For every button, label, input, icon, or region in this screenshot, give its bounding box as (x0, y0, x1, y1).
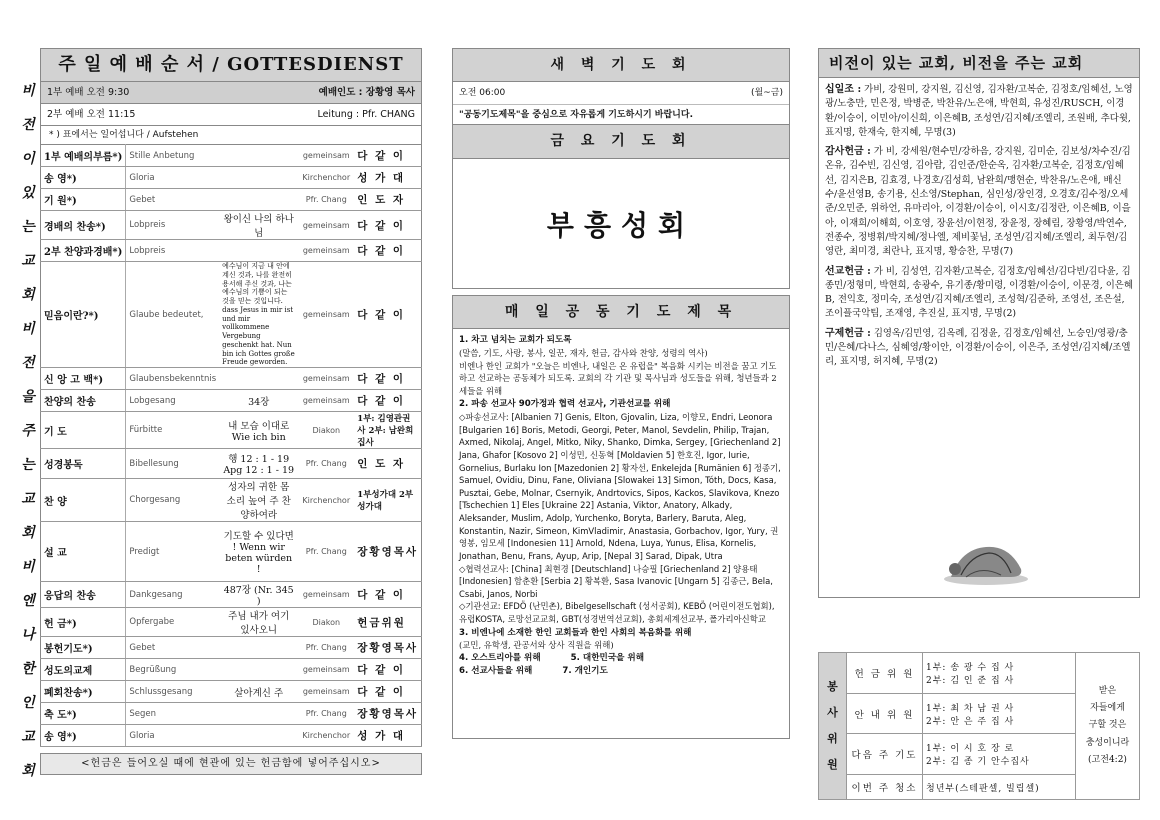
prayer-column (452, 48, 790, 739)
order-ko: 설 교 (41, 522, 126, 582)
order-person: 인 도 자 (354, 189, 421, 211)
side-char: 이 (21, 151, 35, 167)
order-leader: Diakon (298, 412, 354, 449)
order-leader: gemeinsam (298, 390, 354, 412)
offering-notice: <헌금은 들어오실 때에 현관에 있는 헌금함에 넣어주십시오> (40, 753, 422, 775)
order-content (219, 167, 298, 189)
order-row (41, 681, 422, 703)
order-de: Chorgesang (126, 479, 219, 522)
worship-order-column (40, 48, 422, 775)
order-row (41, 412, 422, 449)
order-row (41, 725, 422, 747)
order-content: 34장 (219, 390, 298, 412)
order-ko: 축 도*) (41, 703, 126, 725)
order-person: 성 가 대 (354, 725, 421, 747)
order-row (41, 659, 422, 681)
side-vertical-motto (18, 80, 38, 780)
praying-figure-illustration (931, 529, 1041, 589)
order-person: 다 같 이 (354, 390, 421, 412)
order-de: Segen (126, 703, 219, 725)
order-de: Dankgesang (126, 582, 219, 608)
order-leader: Pfr. Chang (298, 637, 354, 659)
order-ko: 성경봉독 (41, 449, 126, 479)
order-content: 행 12 : 1 - 19 Apg 12 : 1 - 19 (219, 449, 298, 479)
order-de: Begrüßung (126, 659, 219, 681)
side-char: 나 (21, 627, 35, 643)
order-de: Gebet (126, 189, 219, 211)
dawn-time: 오전 06:00 (459, 88, 506, 98)
vision-title: 비전이 있는 교회, 비전을 주는 교회 (818, 48, 1140, 78)
order-content: 예수님이 지금 내 안에 계신 것과, 나를 완전히 용서해 주신 것과, 나는 예수님의 기쁨이 되는 것을 믿는 것입니다. dass Jesus in mir ist und mir vollkommene Vergebung geschenkt hat. Nun bin ich Gottes große Freude geworden. (219, 262, 298, 368)
order-row (41, 390, 422, 412)
serve-role: 이번 주 청소 (847, 775, 923, 800)
order-de: Gloria (126, 725, 219, 747)
order-leader: gemeinsam (298, 262, 354, 368)
order-ko: 헌 금*) (41, 608, 126, 637)
order-person: 1부성가대 2부성가대 (354, 479, 421, 522)
order-person: 다 같 이 (354, 659, 421, 681)
side-char: 비 (21, 83, 35, 99)
order-content (219, 368, 298, 390)
order-leader: gemeinsam (298, 240, 354, 262)
order-person: 다 같 이 (354, 681, 421, 703)
side-char: 비 (21, 321, 35, 337)
side-char: 전 (21, 117, 35, 133)
order-ko: 기 도 (41, 412, 126, 449)
side-char: 교 (21, 729, 35, 745)
side-char: 한 (21, 661, 35, 677)
order-leader: Pfr. Chang (298, 703, 354, 725)
order-person: 장황영목사 (354, 522, 421, 582)
order-row (41, 479, 422, 522)
order-content: 성자의 귀한 몸 소리 높여 주 찬양하여라 (219, 479, 298, 522)
side-char: 는 (21, 219, 35, 235)
order-person: 장황영목사 (354, 703, 421, 725)
prayer-list: 1. 차고 넘치는 교회가 되도록 (말씀, 기도, 사랑, 봉사, 일꾼, 재자, 헌금, 감사와 찬양, 성령의 역사) 비엔나 한인 교회가 "오늘은 비엔나, 내일은 온 유럽을" 복음화 시키는 비전을 꿈고 기도하고 선교하는 공동체가 되도록. 교회의 각 기관 및 목사님과 성도들을 위해, 청년들과 2세들을 위해 2. 파송 선교사 90가정과 협력 선교사, 기관선교를 위해 ◇파송선교사: [Albanien 7] Genis, Elton, Gjovalin, Liza, 이향모, Endri, Leonora [Bulgarien 16] Boris, Metodi, Georgi, Peter, Manol, Sevdelin, Philip, Trajan, Axmed, Nikolaj, Angel, Mitko, Niky, Shanko, Dimka, Sergey, [Griechenland 2] Jana, Ghafor [Kosovo 2] 이성민, 신동혁 [Moldavien 5] 한호진, Igor, Iurie, Gornelius, Burlaku Ion [Mazedonien 2] 황자선, Enkelejda [Rumänien 6] 정종기, Samuel, Ovidiu, Dinu, Fane, Oliviana [Slowakei 13] Simon, Tóth, Docs, Kasa, Pusztai, Gebe, Molnar, Csernyik, Andrtovics, Sipos, Kackos, Slavikova, Knezo [Tschechien 1] Eles [Ukraine 22] Astania, Viktor, Anatory, Alkady, Aleksander, Muslim, Adolp, Yurchenko, Boryta, Barlery, Baruta, Aleg, Konstantin, Nazir, Simeon, KimVladimir, Anastasia, Gorbachov, Igor, Yury, 권영봉, 임모세 [Indonesien 11] Arnold, Ndena, Luya, Yunus, Elisa, Kornelis, Jonathan, Benu, Frans, Ayup, Arip, [Nepal 3] Sarad, Dipak, Utra ◇협력선교사: [China] 최현경 [Deutschland] 나승필 [Griechenland 2] 양용태 [Indonesien] 함춘환 [Serbia 2] 황복환, Sasa Ivanovic [Ungarn 5] 김종근, Bela, Csabi, Janos, Norbi ◇기관선교: EFDÖ (난민촌), Bibelgesellschaft (성서공회), KEBÖ (어린이전도협회), 유럽KOSTA, 로망선교교회, GBT(성경번역선교회), 총회세계선교부, 폴가리아신학교 3. 비엔나에 소재한 한인 교회들과 한인 사회의 복음화를 위해 (교민, 유학생, 관공서와 상사 직원을 위해) 4. 오스트리아를 위해 5. 대한민국을 위해 6. 선교사들을 위해 7. 개인기도 (452, 329, 790, 739)
dawn-box (452, 82, 790, 125)
offering-lists: 십일조 : 가비, 강원미, 강지원, 김신영, 김자환/고복순, 김정호/임혜선, 노영광/노충만, 민은정, 박병준, 박찬유/노은애, 박현희, 유성진/RUSCH, 이경환/이승이, 이민아/이신희, 이은혜B, 조성연/김지혜/조엘리, 조원배, 추다윗, 표지명, 한재숙, 한지혜, 무명(3) 감사헌금 : 가 비, 강세원/현수민/강하음, 강지원, 김미순, 김보성/차수진/김온유, 김수빈, 김신영, 김아람, 김인준/한순옥, 김자환/고복순, 김정호/임혜선, 김지은B, 김효경, 나경호/김성희, 남완희/맹현순, 박찬유/노은애, 배신수/윤선영B, 송기용, 신소영/Stephan, 심인성/장인경, 오경호/김수정/오세준/오민준, 위하언, 유마리아, 이경환/이승이, 이시호/김정란, 이은혜B, 이을아, 이재희/이해희, 이호영, 장윤선/이현정, 장윤정, 장혜림, 장황영/박연수, 전종수, 정병휘/박지혜/정나엘, 제비꽃님, 조성연/김지혜/조엘리, 최두현/김영란, 최미경, 최란나, 표지명, 황승찬, 무명(7) 선교헌금 : 가 비, 김성연, 김자환/고복순, 김정호/임혜선/김다빈/김다윤, 김종민/정형미, 박현희, 송광수, 유기종/황미령, 이경환/이승이, 이문경, 이은혜B, 전익호, 정미숙, 조성연/김지혜/조엘리, 조성혁/김준하, 조영선, 조은설, 조이플국악팀, 조재영, 추진실, 표지명, 무명(2) 구제헌금 : 김영옥/김민영, 김옥례, 김정윤, 김정호/임혜선, 노승인/영광/충민/은혜/다나스, 심혜영/황이안, 이경환/이승이, 이은주, 조성연/김지혜/조엘리, 표지명, 허지혜, 무명(2) (818, 78, 1140, 598)
side-char: 엔 (21, 593, 35, 609)
order-row (41, 637, 422, 659)
service-1: 1부 예배 오전 9:30 예배인도 : 장황영 목사 (40, 82, 422, 104)
order-leader: gemeinsam (298, 145, 354, 167)
order-content (219, 240, 298, 262)
order-de: Glaube bedeutet, (126, 262, 219, 368)
serve-people: 청년부(스테판셀, 빌립셀) (923, 775, 1076, 800)
order-de: Glaubensbekenntnis (126, 368, 219, 390)
order-content (219, 703, 298, 725)
order-ko: 경배의 찬송*) (41, 211, 126, 240)
order-de: Gloria (126, 167, 219, 189)
order-person: 다 같 이 (354, 262, 421, 368)
order-content: 487장 (Nr. 345 ) (219, 582, 298, 608)
side-char: 교 (21, 491, 35, 507)
order-ko: 신 앙 고 백*) (41, 368, 126, 390)
order-ko: 응답의 찬송 (41, 582, 126, 608)
serve-role: 다음 주 기도 (847, 734, 923, 775)
side-char: 전 (21, 355, 35, 371)
serve-role: 헌 금 위 원 (847, 653, 923, 694)
order-person: 다 같 이 (354, 582, 421, 608)
order-ko: 송 영*) (41, 167, 126, 189)
side-char: 인 (21, 695, 35, 711)
order-leader: Kirchenchor (298, 167, 354, 189)
serve-verse: 받은 자들에게 구할 것은 충성이니라 (고전4:2) (1076, 653, 1140, 800)
order-row (41, 582, 422, 608)
order-content (219, 189, 298, 211)
order-de: Lobpreis (126, 211, 219, 240)
order-content (219, 637, 298, 659)
order-ko: 1부 예배의부름*) (41, 145, 126, 167)
order-row (41, 240, 422, 262)
dawn-note: "공동기도제목"을 중심으로 자유롭게 기도하시기 바랍니다. (453, 104, 789, 124)
order-person: 성 가 대 (354, 167, 421, 189)
order-leader: gemeinsam (298, 659, 354, 681)
order-leader: Pfr. Chang (298, 189, 354, 211)
daily-title: 매 일 공 동 기 도 제 목 (452, 295, 790, 329)
order-row (41, 368, 422, 390)
order-de: Fürbitte (126, 412, 219, 449)
order-ko: 성도의교제 (41, 659, 126, 681)
side-char: 회 (21, 287, 35, 303)
order-content (219, 145, 298, 167)
servants-table (818, 652, 1140, 800)
serve-role: 안 내 위 원 (847, 693, 923, 734)
dawn-days: (월~금) (751, 88, 783, 98)
dawn-title: 새 벽 기 도 회 (452, 48, 790, 82)
revival-text: 부흥성회 (452, 159, 790, 289)
order-ko: 찬양의 찬송 (41, 390, 126, 412)
order-person: 다 같 이 (354, 211, 421, 240)
serve-people: 1부: 송 광 수 집 사 2부: 김 인 준 집 사 (923, 653, 1076, 694)
order-content: 내 모습 이대로 Wie ich bin (219, 412, 298, 449)
order-row (41, 522, 422, 582)
order-ko: 폐회찬송*) (41, 681, 126, 703)
order-person: 인 도 자 (354, 449, 421, 479)
order-leader: gemeinsam (298, 368, 354, 390)
side-char: 을 (21, 389, 35, 405)
order-content: 왕이신 나의 하나님 (219, 211, 298, 240)
order-content: 주님 내가 여기 있사오니 (219, 608, 298, 637)
order-leader: Pfr. Chang (298, 522, 354, 582)
worship-title: 주 일 예 배 순 서 / GOTTESDIENST (40, 48, 422, 82)
order-de: Schlussgesang (126, 681, 219, 703)
order-leader: gemeinsam (298, 582, 354, 608)
order-person: 장황영목사 (354, 637, 421, 659)
order-table (40, 144, 422, 747)
serve-people: 1부: 최 차 남 권 사 2부: 안 은 주 집 사 (923, 693, 1076, 734)
order-leader: gemeinsam (298, 681, 354, 703)
friday-title: 금 요 기 도 회 (452, 125, 790, 159)
order-leader: Kirchenchor (298, 725, 354, 747)
order-person: 다 같 이 (354, 240, 421, 262)
order-ko: 찬 양 (41, 479, 126, 522)
serve-row (819, 653, 1140, 694)
offering-column (818, 48, 1140, 598)
order-person: 다 같 이 (354, 145, 421, 167)
order-content (219, 725, 298, 747)
side-char: 교 (21, 253, 35, 269)
order-row (41, 262, 422, 368)
order-de: Lobgesang (126, 390, 219, 412)
order-de: Lobpreis (126, 240, 219, 262)
side-char: 주 (21, 423, 35, 439)
order-row (41, 608, 422, 637)
side-char: 있 (21, 185, 35, 201)
order-de: Gebet (126, 637, 219, 659)
order-leader: gemeinsam (298, 211, 354, 240)
order-row (41, 449, 422, 479)
order-leader: Diakon (298, 608, 354, 637)
order-ko: 기 원*) (41, 189, 126, 211)
order-leader: Pfr. Chang (298, 449, 354, 479)
order-leader: Kirchenchor (298, 479, 354, 522)
order-row (41, 211, 422, 240)
order-de: Bibellesung (126, 449, 219, 479)
order-de: Opfergabe (126, 608, 219, 637)
serve-people: 1부: 이 시 호 장 로 2부: 김 종 기 안수집사 (923, 734, 1076, 775)
order-content (219, 659, 298, 681)
order-ko: 봉헌기도*) (41, 637, 126, 659)
order-row (41, 189, 422, 211)
service-2: 2부 예배 오전 11:15 Leitung : Pfr. CHANG (40, 104, 422, 126)
order-row (41, 145, 422, 167)
order-person: 다 같 이 (354, 368, 421, 390)
order-de: Stille Anbetung (126, 145, 219, 167)
order-ko: 믿음이란?*) (41, 262, 126, 368)
order-ko: 송 영*) (41, 725, 126, 747)
order-person: 헌금위원 (354, 608, 421, 637)
order-row (41, 167, 422, 189)
order-content: 기도할 수 있다면 ! Wenn wir beten würden ! (219, 522, 298, 582)
serve-side-label: 봉 사 위 원 (819, 653, 847, 800)
stand-note: * ) 표에서는 일어섭니다 / Aufstehen (40, 126, 422, 144)
order-content: 살아계신 주 (219, 681, 298, 703)
order-row (41, 703, 422, 725)
side-char: 비 (21, 559, 35, 575)
order-ko: 2부 찬양과경배*) (41, 240, 126, 262)
side-char: 는 (21, 457, 35, 473)
order-de: Predigt (126, 522, 219, 582)
side-char: 회 (21, 525, 35, 541)
side-char: 회 (21, 763, 35, 779)
order-person: 1부: 김영관권사 2부: 남완희집사 (354, 412, 421, 449)
